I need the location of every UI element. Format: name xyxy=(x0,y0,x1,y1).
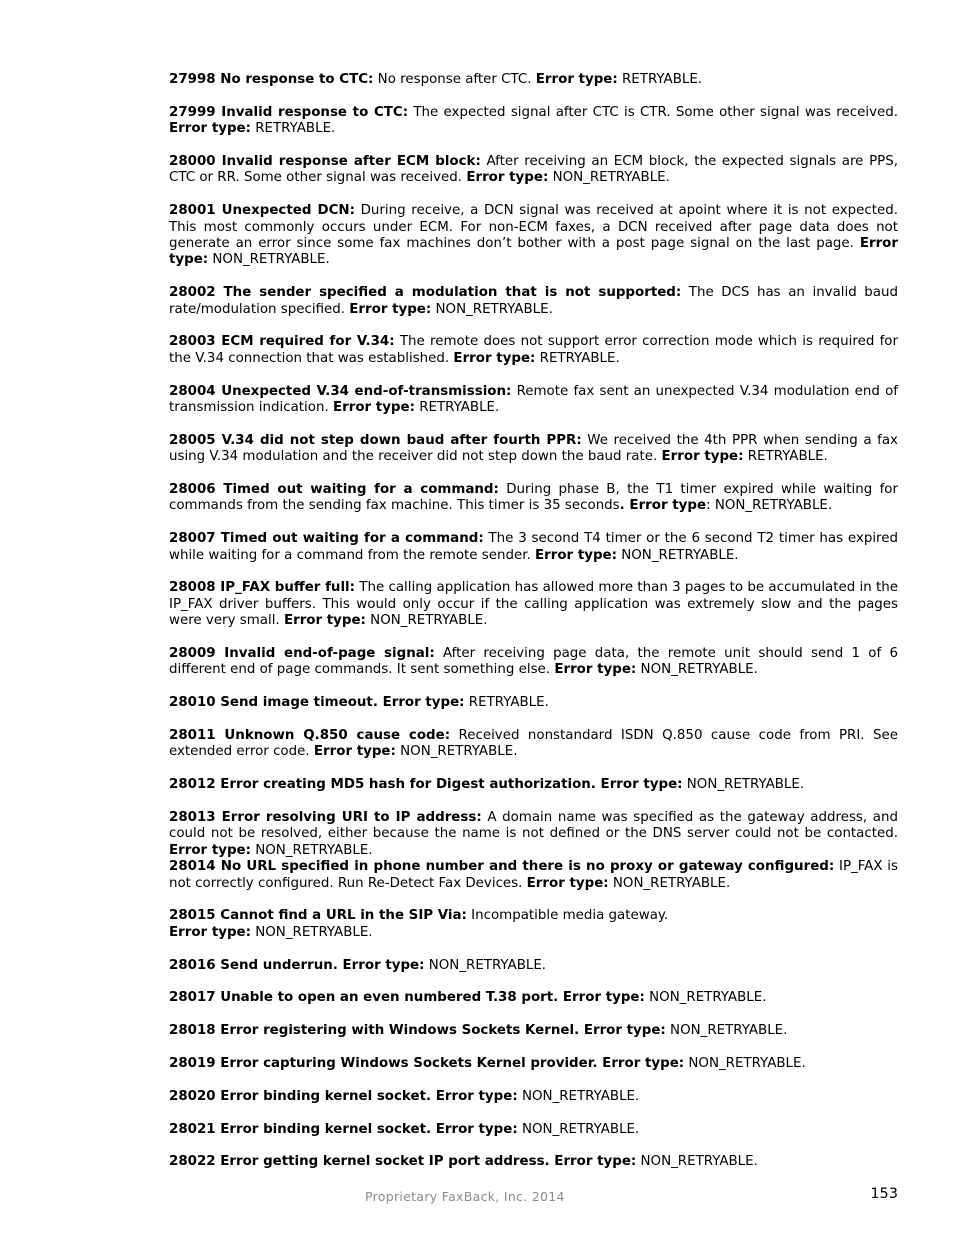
error-description: The calling application has allowed more than 3 pages to be accumulated in the IP_FAX driver buffers. This would only occur if the calling application was extremely slow and the pages were very small. xyxy=(169,580,898,629)
error-type-label: Error type: xyxy=(313,744,396,760)
error-description: No response after CTC. xyxy=(373,72,536,87)
error-description: RETRYABLE. xyxy=(414,400,500,416)
error-code-heading: 28008 IP_FAX buffer full: xyxy=(169,580,355,596)
error-entry xyxy=(169,810,898,859)
error-code-list xyxy=(169,72,898,1187)
error-description: NON_RETRYABLE. xyxy=(424,957,547,973)
error-code-heading: 28011 Unknown Q.850 cause code: xyxy=(169,728,451,744)
error-type-label: Error type: xyxy=(283,613,366,629)
error-description: NON_RETRYABLE. xyxy=(431,301,553,317)
error-type-label: Error type: xyxy=(169,924,251,940)
error-description: NON_RETRYABLE. xyxy=(208,252,330,268)
error-description: NON_RETRYABLE. xyxy=(517,1088,640,1104)
error-code-heading: 28005 V.34 did not step down baud after fourth PPR: xyxy=(169,432,582,448)
error-type-label: Error type: xyxy=(332,400,415,416)
error-description: The DCS has an invalid baud rate/modulation specified. xyxy=(169,285,898,317)
error-description: Received nonstandard ISDN Q.850 cause code from PRI. See extended error code. xyxy=(169,728,898,760)
error-code-heading: 28009 Invalid end-of-page signal: xyxy=(169,646,435,662)
error-type-label: Error type: xyxy=(535,547,617,563)
error-type-label: Error type: xyxy=(169,236,898,268)
error-description: RETRYABLE. xyxy=(464,695,549,711)
error-description: RETRYABLE. xyxy=(617,72,703,87)
error-description: NON_RETRYABLE. xyxy=(636,1154,758,1170)
error-entry xyxy=(169,646,898,679)
error-entry xyxy=(169,1056,898,1072)
error-entry xyxy=(169,580,898,629)
error-description: NON_RETRYABLE. xyxy=(250,842,373,858)
error-description: RETRYABLE. xyxy=(535,350,620,366)
error-description: After receiving an ECM block, the expected signals are PPS, CTC or RR. Some other signal was received. xyxy=(169,154,898,186)
error-description: The 3 second T4 timer or the 6 second T2 timer has expired while waiting for a command from the remote sender. xyxy=(169,531,898,563)
error-description: NON_RETRYABLE. xyxy=(395,744,518,760)
error-entry xyxy=(169,695,898,711)
error-type-label: Error type: xyxy=(466,170,549,186)
error-entry xyxy=(169,728,898,761)
error-code-heading: 28015 Cannot find a URL in the SIP Via: xyxy=(169,908,467,924)
error-code-heading: 28021 Error binding kernel socket. Error type: xyxy=(169,1121,518,1137)
error-description: : NON_RETRYABLE. xyxy=(706,498,833,514)
error-type-label: Error type: xyxy=(169,842,251,858)
error-code-heading: 28017 Unable to open an even numbered T.38 port. Error type: xyxy=(169,990,645,1006)
error-type-label: Error type: xyxy=(453,350,536,366)
error-entry xyxy=(169,72,898,88)
error-code-heading: 28004 Unexpected V.34 end-of-transmission: xyxy=(169,383,512,399)
error-entry xyxy=(169,1089,898,1105)
error-entry xyxy=(169,1122,898,1138)
error-type-label: Error type: xyxy=(661,449,744,465)
error-entry xyxy=(169,203,898,269)
error-description: NON_RETRYABLE. xyxy=(684,1056,806,1072)
error-description: RETRYABLE. xyxy=(743,449,828,465)
error-description: NON_RETRYABLE. xyxy=(665,1023,788,1039)
error-entry xyxy=(169,154,898,187)
error-description: NON_RETRYABLE. xyxy=(682,777,805,793)
error-description: Remote fax sent an unexpected V.34 modulation end of transmission indication. xyxy=(169,383,898,416)
error-description: After receiving page data, the remote unit should send 1 of 6 different end of page commands. It sent something else. xyxy=(169,646,898,678)
error-entry xyxy=(169,482,898,515)
error-type-label: Error type: xyxy=(526,875,609,891)
error-code-heading: 28014 No URL specified in phone number and there is no proxy or gateway configured: xyxy=(169,859,835,875)
error-description: The expected signal after CTC is CTR. Some other signal was received. xyxy=(408,104,898,120)
error-entry xyxy=(169,433,898,466)
error-code-heading: 28000 Invalid response after ECM block: xyxy=(169,154,481,169)
error-entry xyxy=(169,1154,898,1170)
error-code-heading: 28020 Error binding kernel socket. Error type: xyxy=(169,1088,518,1104)
error-code-heading: 28018 Error registering with Windows Sockets Kernel. Error type: xyxy=(169,1023,666,1039)
error-code-heading: 28003 ECM required for V.34: xyxy=(169,334,395,350)
error-description: NON_RETRYABLE. xyxy=(636,662,758,678)
error-entry xyxy=(169,105,898,138)
error-description: NON_RETRYABLE. xyxy=(644,990,767,1006)
error-code-heading: 28022 Error getting kernel socket IP port address. Error type: xyxy=(169,1154,637,1170)
error-entry xyxy=(169,908,898,941)
error-description: We received the 4th PPR when sending a fax using V.34 modulation and the receiver did not step down the baud rate. xyxy=(169,432,898,465)
error-description: A domain name was specified as the gateway address, and could not be resolved, either because the name is not defined or the DNS server could not be contacted. xyxy=(169,810,898,842)
error-description: Incompatible media gateway. xyxy=(466,908,669,924)
error-entry xyxy=(169,1023,898,1039)
page-number: 153 xyxy=(870,1186,898,1202)
error-entry xyxy=(169,285,898,318)
error-code-heading: 28019 Error capturing Windows Sockets Kernel provider. Error type: xyxy=(169,1056,685,1072)
error-description: NON_RETRYABLE. xyxy=(517,1121,640,1137)
error-description: RETRYABLE. xyxy=(250,121,336,137)
error-entry xyxy=(169,334,898,367)
error-type-label: . Error type xyxy=(619,498,707,514)
error-code-heading: 28013 Error resolving URI to IP address: xyxy=(169,810,482,826)
error-code-heading: 28010 Send image timeout. Error type: xyxy=(169,695,465,711)
error-entry xyxy=(169,958,898,974)
error-code-heading: 28016 Send underrun. Error type: xyxy=(169,957,425,973)
error-type-label: Error type: xyxy=(349,301,432,317)
error-type-label: Error type: xyxy=(554,662,637,678)
error-entry xyxy=(169,990,898,1006)
error-description: The remote does not support error correction mode which is required for the V.34 connection that was established. xyxy=(169,334,898,366)
error-description: During phase B, the T1 timer expired while waiting for commands from the sending fax machine. This timer is 35 seconds xyxy=(169,482,899,514)
error-code-heading: 28006 Timed out waiting for a command: xyxy=(169,482,499,498)
error-type-label: Error type: xyxy=(169,121,251,137)
error-entry xyxy=(169,531,898,564)
error-description: NON_RETRYABLE. xyxy=(365,613,488,629)
error-entry xyxy=(169,384,898,417)
error-type-label: Error type: xyxy=(535,72,618,87)
error-code-heading: 28007 Timed out waiting for a command: xyxy=(169,531,484,547)
error-description: NON_RETRYABLE. xyxy=(616,547,739,563)
error-description: NON_RETRYABLE. xyxy=(250,924,373,940)
error-code-heading: 28001 Unexpected DCN: xyxy=(169,203,355,219)
error-description: NON_RETRYABLE. xyxy=(548,170,670,186)
error-code-heading: 27998 No response to CTC: xyxy=(169,72,374,87)
error-code-heading: 27999 Invalid response to CTC: xyxy=(169,104,409,120)
error-code-heading: 28012 Error creating MD5 hash for Digest authorization. Error type: xyxy=(169,777,683,793)
footer-copyright: Proprietary FaxBack, Inc. 2014 xyxy=(365,1189,565,1204)
error-code-heading: 28002 The sender specified a modulation that is not supported: xyxy=(169,285,682,301)
error-description: During receive, a DCN signal was received at apoint where it is not expected. This most commonly occurs under ECM. For non-ECM faxes, a DCN received after page data does not generate an error since some fax machines don’t bother with a post page signal on the last page. xyxy=(169,203,898,252)
error-entry xyxy=(169,777,898,793)
error-entry xyxy=(169,859,898,892)
error-description: NON_RETRYABLE. xyxy=(608,875,731,891)
error-description: IP_FAX is not correctly configured. Run Re-Detect Fax Devices. xyxy=(169,859,898,891)
